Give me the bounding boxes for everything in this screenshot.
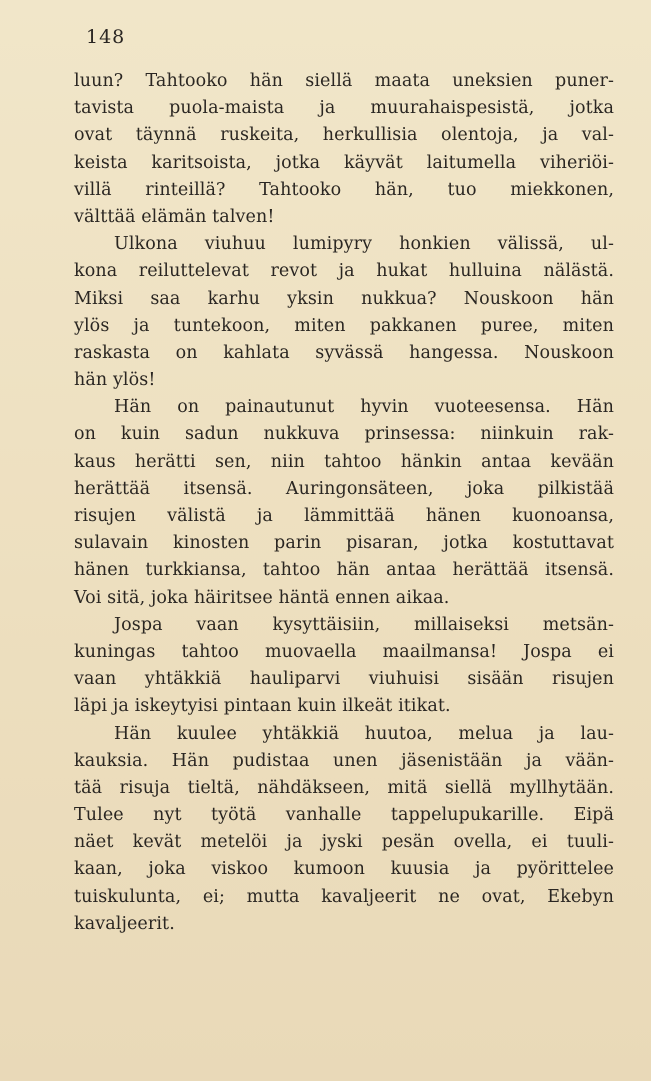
text-line: Hän kuulee yhtäkkiä huutoa, melua ja lau- [114,723,614,744]
text-line: raskasta on kahlata syvässä hangessa. Nouskoon [74,342,614,363]
text-line: Ulkona viuhuu lumipyry honkien välissä, ul- [114,234,614,255]
text-line: läpi ja iskeytyisi pintaan kuin ilkeät itikat. [74,696,451,717]
text-line: Jospa vaan kysyttäisiin, millaiseksi metsän- [114,614,614,635]
text-line: Voi sitä, joka häiritsee häntä ennen aikaa. [74,587,450,608]
text-line: näet kevät metelöi ja jyski pesän ovella, ei tuuli- [74,832,614,853]
text-line: herättää itsensä. Auringonsäteen, joka pilkistää [74,478,614,499]
text-line: kona reiluttelevat revot ja hukat hulluina nälästä. [74,261,614,282]
text-line: sulavain kinosten parin pisaran, jotka kostuttavat [74,533,614,554]
text-line: välttää elämän talven! [74,206,275,227]
text-line: hänen turkkiansa, tahtoo hän antaa herättää itsensä. [74,560,614,581]
text-line: kuningas tahtoo muovaella maailmansa! Jospa ei [74,641,614,662]
text-line: kauksia. Hän pudistaa unen jäsenistään ja vään- [74,750,614,771]
text-line: risujen välistä ja lämmittää hänen kuonoansa, [74,506,614,526]
text-line: kaus herätti sen, niin tahtoo hänkin antaa kevään [74,451,614,472]
text-line: ylös ja tuntekoon, miten pakkanen puree, miten [74,315,614,336]
text-line: kaan, joka viskoo kumoon kuusia ja pyörittelee [74,859,614,880]
text-line: vaan yhtäkkiä hauliparvi viuhuisi sisään risujen [74,669,614,690]
body-text [74,68,614,938]
text-line: Tulee nyt työtä vanhalle tappelupukarille. Eipä [74,805,614,826]
text-line: on kuin sadun nukkuva prinsessa: niinkuin rak- [74,424,614,445]
page-number: 148 [86,26,126,48]
text-line: ovat täynnä ruskeita, herkullisia olentoja, ja val- [74,125,614,146]
text-line: tavista puola-maista ja muurahaispesistä, jotka [74,98,614,119]
text-line: villä rinteillä? Tahtooko hän, tuo miekkonen, [74,179,614,200]
text-line: Hän on painautunut hyvin vuoteesensa. Hän [114,397,614,418]
text-line: tuiskulunta, ei; mutta kavaljeerit ne ovat, Ekebyn [74,886,614,907]
text-line: Miksi saa karhu yksin nukkua? Nouskoon hän [74,288,614,309]
text-line: kavaljeerit. [74,913,175,934]
text-line: tää risuja tieltä, nähdäkseen, mitä siellä myllhytään. [74,777,614,798]
text-line: hän ylös! [74,370,156,391]
text-line: keista karitsoista, jotka käyvät laitumella viheriöi- [74,152,614,173]
text-line: luun? Tahtooko hän siellä maata uneksien puner- [74,71,614,91]
